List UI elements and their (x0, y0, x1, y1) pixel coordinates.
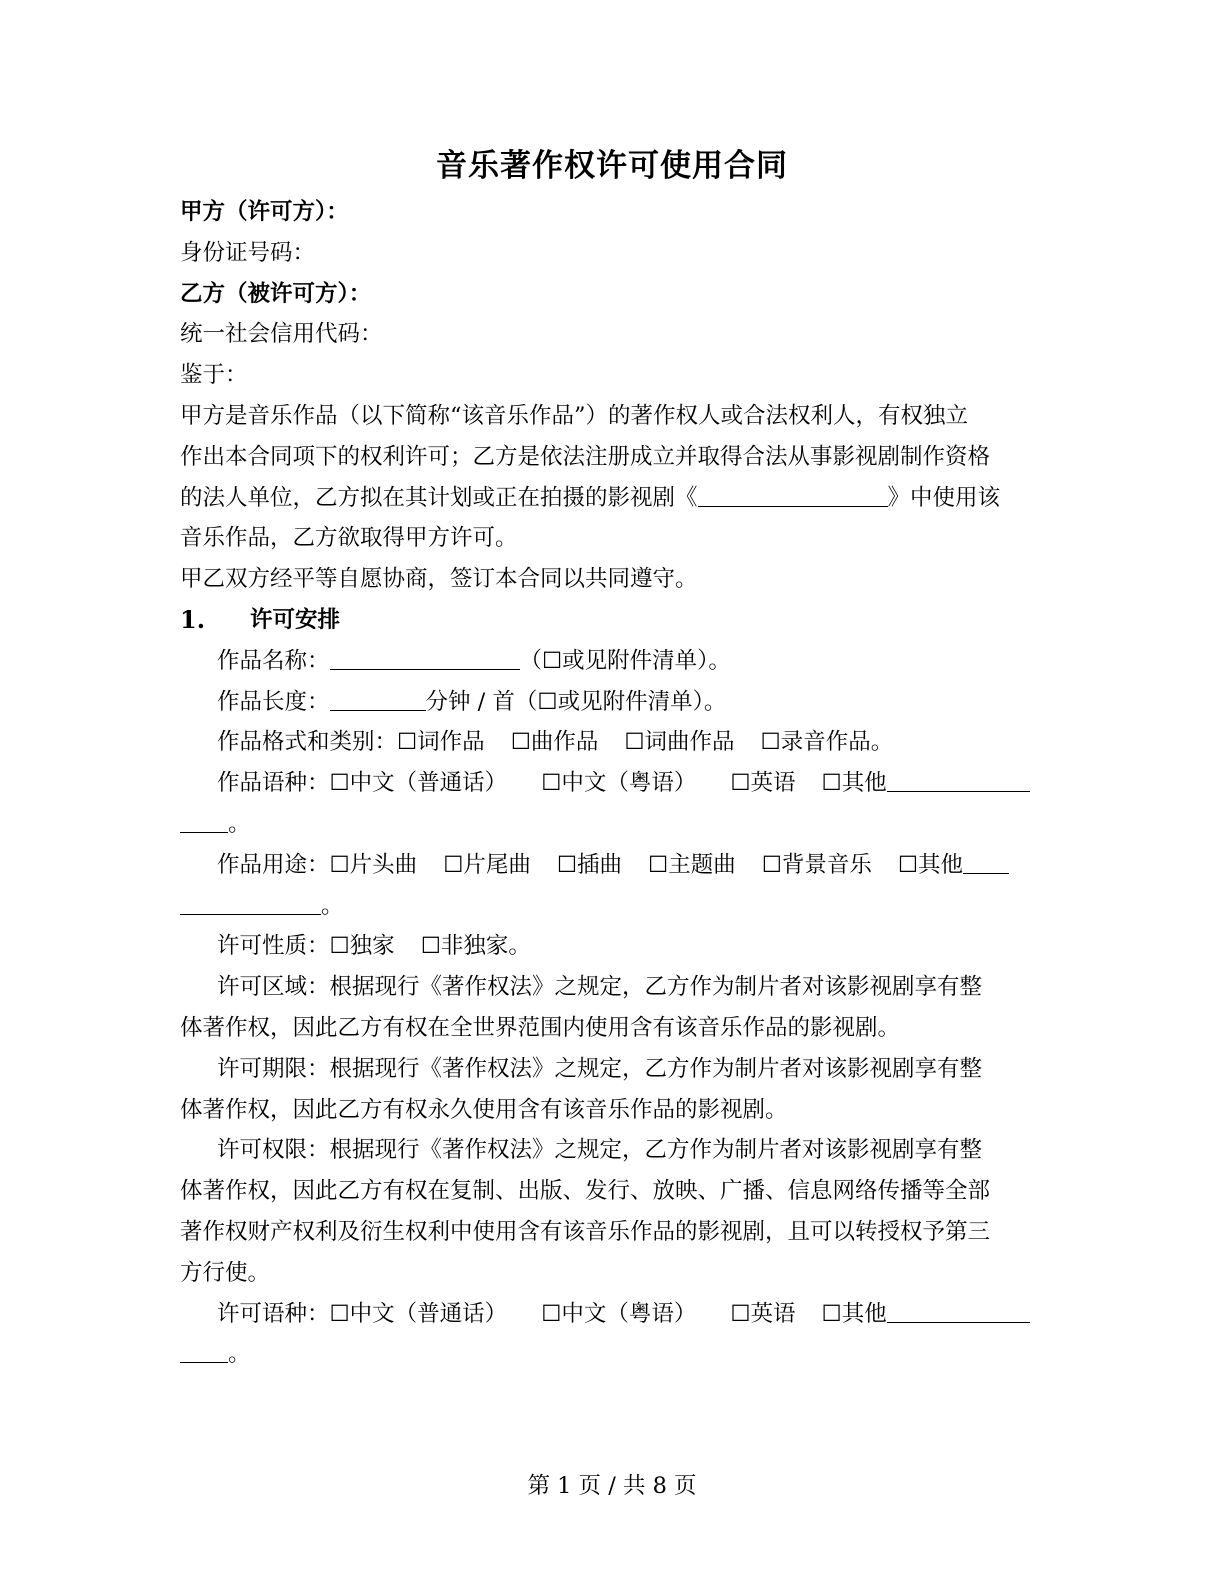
use-end: 。 (321, 892, 344, 919)
language-option-english[interactable]: ☐英语 (730, 770, 796, 797)
license-nature-row (180, 926, 1046, 967)
use-option-background[interactable]: ☐背景音乐 (761, 851, 872, 878)
section-number: 1. (180, 604, 206, 634)
drama-title-blank[interactable] (698, 482, 888, 507)
work-length-blank[interactable] (330, 686, 426, 711)
work-use-label: 作品用途： (217, 851, 330, 878)
use-other-blank[interactable] (963, 849, 1009, 874)
format-option-recording[interactable]: ☐录音作品。 (760, 729, 894, 756)
work-name-suffix: （☐或见附件清单）。 (519, 647, 731, 674)
license-region-line-1: 许可区域：根据现行《著作权法》之规定，乙方作为制片者对该影视剧享有整 (217, 974, 983, 1001)
work-format-row (180, 722, 1046, 763)
nature-option-exclusive[interactable]: ☐独家 (329, 933, 395, 960)
use-option-insert[interactable]: ☐插曲 (556, 851, 623, 878)
license-rights-line-2: 体著作权，因此乙方有权在复制、出版、发行、放映、广播、信息网络传播等全部 (180, 1178, 991, 1205)
language-option-other[interactable]: ☐其他 (821, 770, 887, 797)
license-term-line-1: 许可期限：根据现行《著作权法》之规定，乙方作为制片者对该影视剧享有整 (217, 1055, 983, 1082)
format-option-lyrics[interactable]: ☐词作品 (397, 729, 485, 756)
work-use-row-cont (180, 886, 1046, 927)
license-rights-line-3: 著作权财产权利及衍生权利中使用含有该音乐作品的影视剧，且可以转授权予第三 (180, 1218, 991, 1245)
work-use-row (180, 845, 1046, 886)
work-language-row (180, 763, 1046, 804)
work-language-row-cont (180, 804, 1046, 845)
language-option-cantonese[interactable]: ☐中文（粤语） (541, 770, 697, 797)
recital-line-4: 音乐作品，乙方欲取得甲方许可。 (180, 525, 518, 552)
license-language-cantonese[interactable]: ☐中文（粤语） (541, 1300, 697, 1327)
work-name-row (180, 641, 1046, 682)
license-language-row (180, 1294, 1046, 1335)
language-other-blank-cont[interactable] (180, 808, 228, 833)
recital-line-1: 甲方是音乐作品（以下简称“该音乐作品”）的著作权人或合法权利人，有权独立 (180, 402, 969, 429)
work-format-label: 作品格式和类别： (217, 729, 398, 756)
license-rights-line-1: 许可权限：根据现行《著作权法》之规定，乙方作为制片者对该影视剧享有整 (217, 1137, 983, 1164)
language-option-mandarin[interactable]: ☐中文（普通话） (329, 770, 508, 797)
license-language-label: 许可语种： (217, 1300, 330, 1327)
license-language-other-blank[interactable] (887, 1298, 1030, 1323)
license-nature-label: 许可性质： (217, 933, 330, 960)
format-option-lyrics-music[interactable]: ☐词曲作品 (624, 729, 735, 756)
license-term-line-2: 体著作权，因此乙方有权永久使用含有该音乐作品的影视剧。 (180, 1096, 788, 1123)
id-number-label: 身份证号码： (180, 239, 316, 266)
license-language-end: 。 (228, 1341, 251, 1368)
party-a-label: 甲方（许可方）： (180, 199, 349, 225)
language-other-blank[interactable] (887, 767, 1030, 792)
license-rights-line-4: 方行使。 (180, 1259, 271, 1286)
recital-line-3-start: 的法人单位，乙方拟在其计划或正在拍摄的影视剧《 (180, 484, 698, 511)
recital-line-3-end: 》中使用该 (887, 484, 1001, 511)
credit-code-label: 统一社会信用代码： (180, 321, 383, 348)
language-end: 。 (228, 810, 251, 837)
contract-title: 音乐著作权许可使用合同 (436, 148, 788, 184)
work-length-row (180, 682, 1046, 723)
use-option-opening[interactable]: ☐片头曲 (329, 851, 418, 878)
use-option-ending[interactable]: ☐片尾曲 (443, 851, 531, 878)
party-b-label: 乙方（被许可方）： (180, 280, 372, 307)
license-language-other[interactable]: ☐其他 (821, 1300, 887, 1327)
contract-body (180, 192, 1046, 1375)
work-length-suffix: 分钟 / 首（☐或见附件清单）。 (425, 688, 727, 715)
work-name-label: 作品名称： (217, 647, 330, 674)
recital-line-2: 作出本合同项下的权利许可；乙方是依法注册成立并取得合法从事影视剧制作资格 (180, 443, 991, 470)
agreement-statement: 甲乙双方经平等自愿协商，签订本合同以共同遵守。 (180, 566, 698, 593)
recital-line-3 (180, 478, 1046, 519)
license-language-mandarin[interactable]: ☐中文（普通话） (329, 1300, 508, 1327)
work-length-label: 作品长度： (217, 688, 330, 715)
section-title: 许可安排 (250, 606, 341, 633)
page-footer: 第 1 页 / 共 8 页 (527, 1473, 697, 1499)
work-language-label: 作品语种： (217, 770, 330, 797)
use-option-theme[interactable]: ☐主题曲 (648, 851, 736, 878)
section-1-heading (180, 600, 1046, 641)
format-option-music[interactable]: ☐曲作品 (510, 729, 599, 756)
work-name-blank[interactable] (330, 645, 520, 670)
use-option-other[interactable]: ☐其他 (897, 851, 964, 878)
license-language-blank-cont[interactable] (180, 1338, 228, 1363)
license-region-line-2: 体著作权，因此乙方有权在全世界范围内使用含有该音乐作品的影视剧。 (180, 1014, 901, 1041)
nature-option-nonexclusive[interactable]: ☐非独家。 (420, 933, 531, 960)
license-language-row-cont (180, 1334, 1046, 1375)
license-language-english[interactable]: ☐英语 (730, 1300, 796, 1327)
use-other-blank-cont[interactable] (180, 890, 321, 915)
whereas-label: 鉴于： (180, 362, 248, 389)
